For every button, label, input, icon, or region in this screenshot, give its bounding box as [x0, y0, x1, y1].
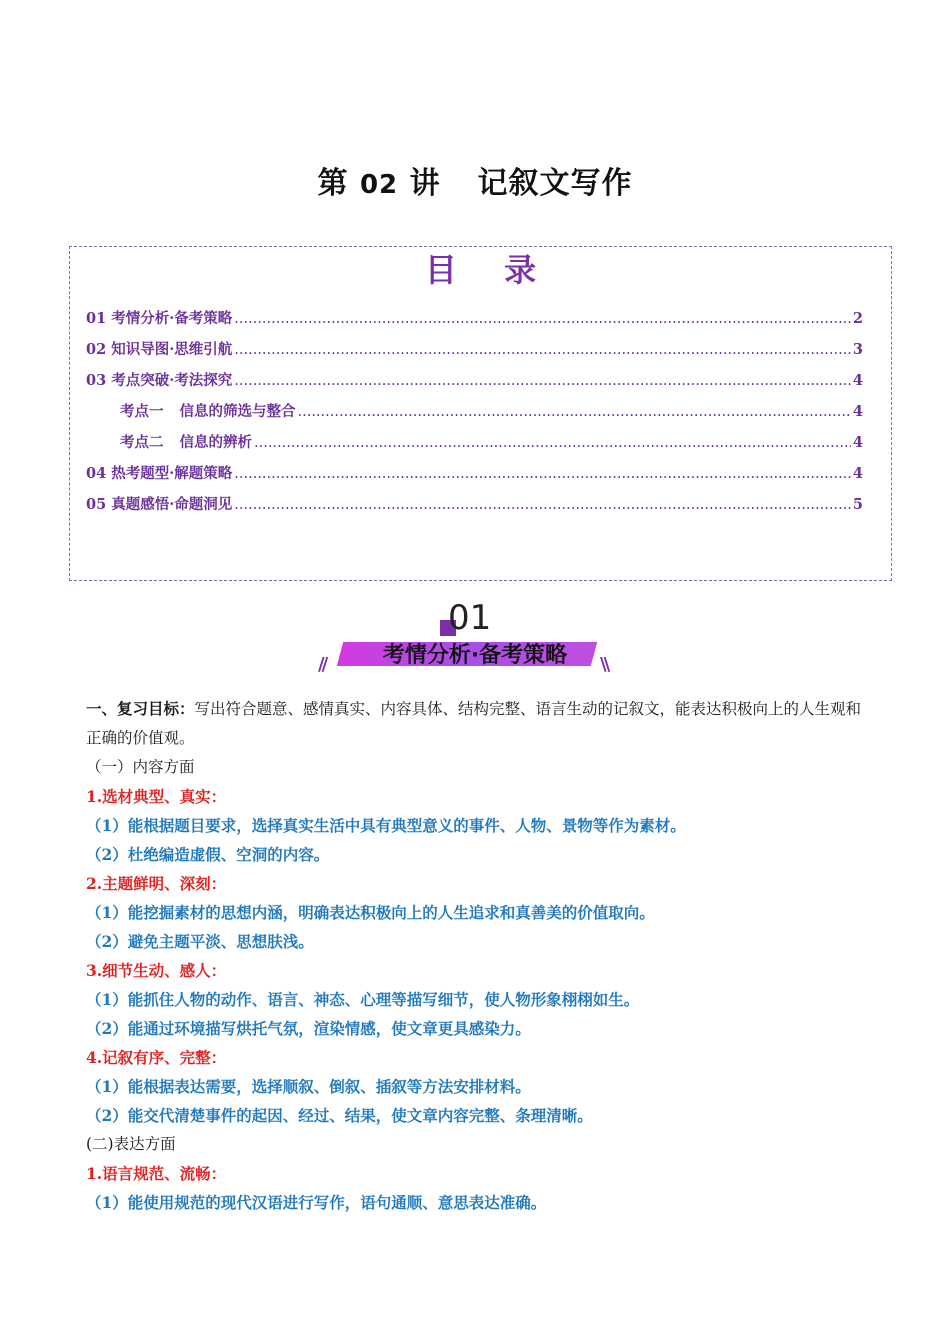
title-number: 02	[359, 170, 399, 200]
toc-item[interactable]	[86, 462, 863, 493]
toc-subitem-key: 考点二	[120, 434, 164, 451]
toc-leader	[254, 435, 851, 451]
toc-item-page: 5	[852, 496, 863, 513]
section-number	[438, 598, 518, 638]
toc-subitem-title: 信息的筛选与整合	[179, 403, 296, 420]
toc-item[interactable]	[86, 338, 863, 369]
point-detail: （2）能通过环境描写烘托气氛，渲染情感，使文章更具感染力。	[86, 1019, 531, 1038]
toc-item[interactable]	[86, 369, 863, 400]
title-main: 记叙文写作	[477, 166, 633, 201]
toc-subitem-label	[120, 431, 252, 452]
toc-item-page: 2	[852, 310, 863, 327]
toc-item-label: 01 考情分析·备考策略	[86, 310, 233, 327]
toc-item-page: 4	[852, 372, 863, 389]
point-heading: 1.语言规范、流畅：	[86, 1164, 227, 1183]
section-number-text: 01	[448, 598, 492, 638]
main-content	[86, 694, 870, 1217]
title-prefix: 第	[317, 166, 349, 201]
toc-item[interactable]	[86, 307, 863, 338]
toc-leader	[234, 342, 851, 358]
toc-item-label: 05 真题感悟·命题洞见	[86, 496, 233, 513]
point-heading: 2.主题鲜明、深刻：	[86, 874, 227, 893]
toc-item-label: 02 知识导图·思维引航	[86, 341, 233, 358]
point-detail: （2）杜绝编造虚假、空洞的内容。	[86, 845, 330, 864]
point-heading: 1.选材典型、真实：	[86, 787, 227, 806]
point-detail: （2）避免主题平淡、思想肤浅。	[86, 932, 314, 951]
slash-decoration-icon: //	[318, 654, 326, 675]
review-goal-paragraph	[86, 694, 870, 753]
slash-decoration-icon: \\	[600, 654, 608, 675]
toc-subitem-key: 考点一	[120, 403, 164, 420]
table-of-contents	[69, 246, 892, 581]
subsection-heading: (二)表达方面	[86, 1135, 176, 1153]
point-detail: （1）能使用规范的现代汉语进行写作，语句通顺、意思表达准确。	[86, 1193, 547, 1212]
point-heading: 4.记叙有序、完整：	[86, 1048, 227, 1067]
point-detail: （1）能根据表达需要，选择顺叙、倒叙、插叙等方法安排材料。	[86, 1077, 531, 1096]
review-goal-text: 写出符合题意、感情真实、内容具体、结构完整、语言生动的记叙文，能表达积极向上的人生观和正确的价值观。	[86, 700, 862, 747]
document-title	[0, 158, 950, 202]
toc-leader	[234, 311, 851, 327]
toc-item-page: 4	[852, 403, 863, 420]
toc-item[interactable]	[86, 493, 863, 524]
toc-leader	[298, 404, 851, 420]
point-detail: （1）能挖掘素材的思想内涵，明确表达积极向上的人生追求和真善美的价值取向。	[86, 903, 655, 922]
toc-item-label: 03 考点突破·考法探究	[86, 372, 233, 389]
toc-subitem-label	[120, 400, 296, 421]
toc-leader	[234, 497, 851, 513]
toc-list	[86, 307, 863, 524]
point-detail: （1）能抓住人物的动作、语言、神态、心理等描写细节，使人物形象栩栩如生。	[86, 990, 640, 1009]
toc-subitem[interactable]	[86, 400, 863, 431]
section-header-badge	[0, 598, 950, 680]
toc-leader	[234, 466, 851, 482]
point-detail: （1）能根据题目要求，选择真实生活中具有典型意义的事件、人物、景物等作为素材。	[86, 816, 686, 835]
toc-item-page: 4	[852, 465, 863, 482]
review-goal-key: 一、复习目标：	[86, 699, 195, 718]
point-heading: 3.细节生动、感人：	[86, 961, 227, 980]
toc-subitem-title: 信息的辨析	[179, 434, 252, 451]
point-detail: （2）能交代清楚事件的起因、经过、结果，使文章内容完整、条理清晰。	[86, 1106, 593, 1125]
toc-item-page: 4	[852, 434, 863, 451]
subsection-heading: （一）内容方面	[86, 758, 195, 776]
toc-heading: 目 录	[424, 251, 555, 289]
toc-subitem[interactable]	[86, 431, 863, 462]
toc-item-page: 3	[852, 341, 863, 358]
title-mid: 讲	[409, 166, 441, 201]
section-label: 考情分析·备考策略	[382, 643, 568, 668]
toc-leader	[234, 373, 851, 389]
toc-item-label: 04 热考题型·解题策略	[86, 465, 233, 482]
